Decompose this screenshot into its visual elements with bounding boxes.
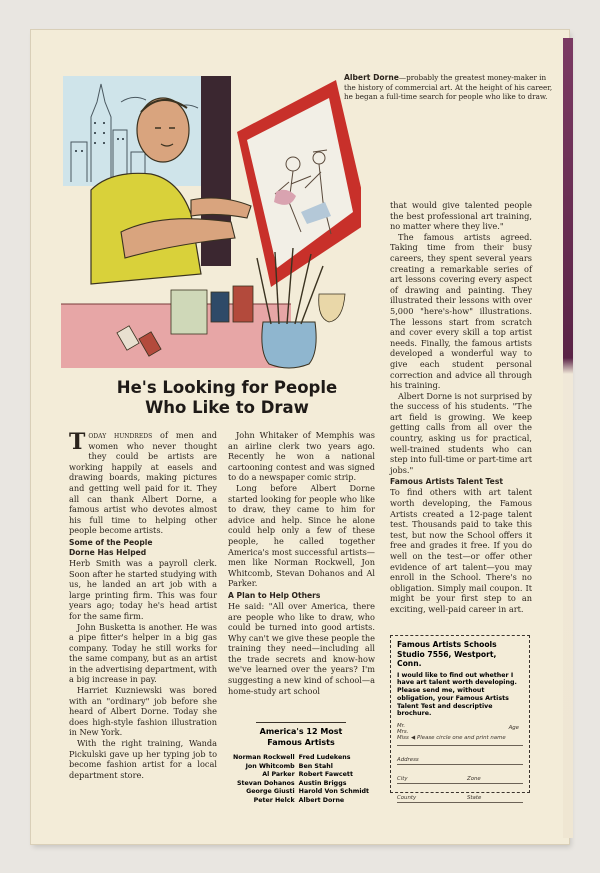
artists-row	[231, 780, 371, 789]
age-label: Age	[508, 725, 519, 732]
artist-name: Harold Von Schmidt	[298, 788, 369, 796]
divider	[256, 722, 346, 723]
artists-row	[231, 788, 371, 797]
coupon-city-field[interactable]	[397, 769, 523, 784]
col3-paragraph-2: The famous artists agreed. Taking time from their busy careers, they spent several years creating a remarkable series of art lessons covering every aspect of drawing and painting. They illustrated their lessons with over 5,000 "here's-how" illustrations. The lessons start from scratch and cover every skill a top artist needs. Finally, the famous artists developed a wonderful way to give each student personal correction and advice all through his training.	[390, 231, 532, 391]
column-1	[69, 430, 217, 780]
coupon-body: I would like to find out whether I have art talent worth developing. Please send me, without obligation, your Famous Artists Talent Test and descriptive brochure.	[397, 671, 517, 718]
caption	[344, 73, 559, 102]
artist-name: Norman Rockwell	[232, 754, 295, 761]
coupon-county-field[interactable]	[397, 788, 523, 803]
address-label: Address	[397, 757, 419, 764]
col2-paragraph-2: Long before Albert Dorne started looking for people who like to draw, they came to him for advice and help. Since he alone could help only a few of these people, he called together America's most successful artists—men like Norman Rockwell, Jon Whitcomb, Stevan Dohanos and Al Parker.	[228, 482, 375, 589]
artist-name: Stevan Dohanos	[236, 779, 295, 787]
col1-paragraph-3: John Busketta is another. He was a pipe fitter's helper in a big gas company. Today he still works for the same company, but as an artist in the advertising department, with a big increase in pay.	[69, 621, 217, 685]
arrow-icon: ◀	[411, 735, 416, 742]
artists-table	[231, 754, 371, 806]
coupon-school-name: Famous Artists Schools	[397, 640, 497, 649]
county-label: County	[397, 795, 417, 802]
col3-paragraph-1: that would give talented people the best professional art training, no matter where they live."	[390, 200, 532, 232]
artist-name: Jon Whitcomb	[245, 762, 295, 770]
col1-subhead	[69, 538, 217, 558]
mail-coupon[interactable]	[390, 635, 530, 802]
col2-paragraph-1: John Whitaker of Memphis was an airline clerk two years ago. Recently he won a national cartooning contest and was signed to do a newspaper comic strip.	[228, 430, 375, 483]
artist-name: Robert Fawcett	[298, 771, 353, 779]
coupon-address-field[interactable]	[397, 750, 523, 765]
col3-subhead: Famous Artists Talent Test	[390, 477, 503, 487]
city-label: City	[397, 776, 408, 783]
artist-name: Al Parker	[262, 771, 295, 779]
artist-name: Peter Helck	[253, 796, 295, 804]
artist-name: Austin Briggs	[298, 779, 347, 787]
col1-lead-smallcaps: oday hundreds	[88, 430, 153, 440]
name-hint: Please circle one and print name	[417, 735, 506, 742]
col1-lead-text: of men and women who never thought they could be artists are working happily at easels and drawing boards, making pictures and getting well paid for it. They all can thank Albert Dorne, a famous artist who devotes almost his full time to helping other people become artists.	[69, 430, 217, 536]
artists-row	[231, 763, 371, 772]
col3-paragraph-3: Albert Dorne is not surprised by the success of his students. "The art field is growing. We keep getting calls from all over the country, asking us for practical, well-trained students who can step into full-time or part-time art jobs."	[390, 390, 532, 475]
col2-subhead: A Plan to Help Others	[228, 590, 321, 600]
drop-cap: T	[69, 429, 86, 455]
col1-paragraph-1	[69, 430, 217, 536]
col3-paragraph-4: To find others with art talent worth developing, the Famous Artists created a 12-page talent test. Thousands paid to take this test, but now the School offers it free and grades it free. If you do well on the test—or offer other evidence of art talent—you may enroll in the School. There's no obligation. Simply mail coupon. It might be your first step to an exciting, well-paid career in art.	[390, 487, 532, 614]
artist-name: Fred Ludekens	[298, 754, 351, 761]
column-3	[390, 200, 532, 615]
artists-title-line-2: Famous Artists	[267, 737, 335, 747]
headline-line-2: Who Like to Draw	[145, 398, 309, 417]
artists-row	[231, 754, 371, 763]
caption-text: —probably the greatest money-maker in the history of commercial art. At the height of his career, he began a full-time search for people who like to draw.	[344, 73, 553, 102]
artist-name: Ben Stahl	[298, 762, 333, 770]
artists-row	[231, 797, 371, 806]
artist-illustration	[61, 72, 361, 372]
col2-paragraph-3: He said: "All over America, there are people who like to draw, who could be turned into good artists. Why can't we give these people the training they need—including all the trade secrets and know-how we've learned over the years? I'm suggesting a new kind of school—a home-study art school	[228, 600, 375, 696]
artist-name: Albert Dorne	[298, 796, 345, 804]
col1-paragraph-4: Harriet Kuzniewski was bored with an "ordinary" job before she heard of Albert Dorne. Today she does high-style fashion illustration in New York.	[69, 685, 217, 738]
col1-subhead-line-1: Some of the People	[69, 537, 153, 547]
page-edge	[563, 38, 573, 838]
col1-paragraph-2: Herb Smith was a payroll clerk. Soon after he started studying with us, he landed an art job with a large printing firm. This was four years ago; today he's head artist for the same firm.	[69, 557, 217, 621]
zone-label: Zone	[467, 776, 481, 783]
state-label: State	[467, 795, 482, 802]
headline-line-1: He's Looking for People	[116, 378, 338, 397]
title-options: Mr. Mrs. Miss	[397, 723, 409, 742]
column-2	[228, 430, 375, 696]
coupon-name-field[interactable]	[397, 723, 523, 746]
coupon-studio-address: Studio 7556, Westport, Conn.	[397, 649, 497, 668]
col1-subhead-line-2: Dorne Has Helped	[69, 547, 147, 557]
caption-name: Albert Dorne	[344, 73, 399, 82]
artists-title-line-1: America's 12 Most	[259, 727, 343, 736]
artists-row	[231, 771, 371, 780]
headline	[70, 378, 384, 418]
artist-name: George Giusti	[246, 788, 295, 796]
col1-paragraph-5: With the right training, Wanda Pickulski gave up her typing job to become fashion artist for a local department store.	[69, 738, 217, 780]
famous-artists-list	[228, 718, 374, 806]
